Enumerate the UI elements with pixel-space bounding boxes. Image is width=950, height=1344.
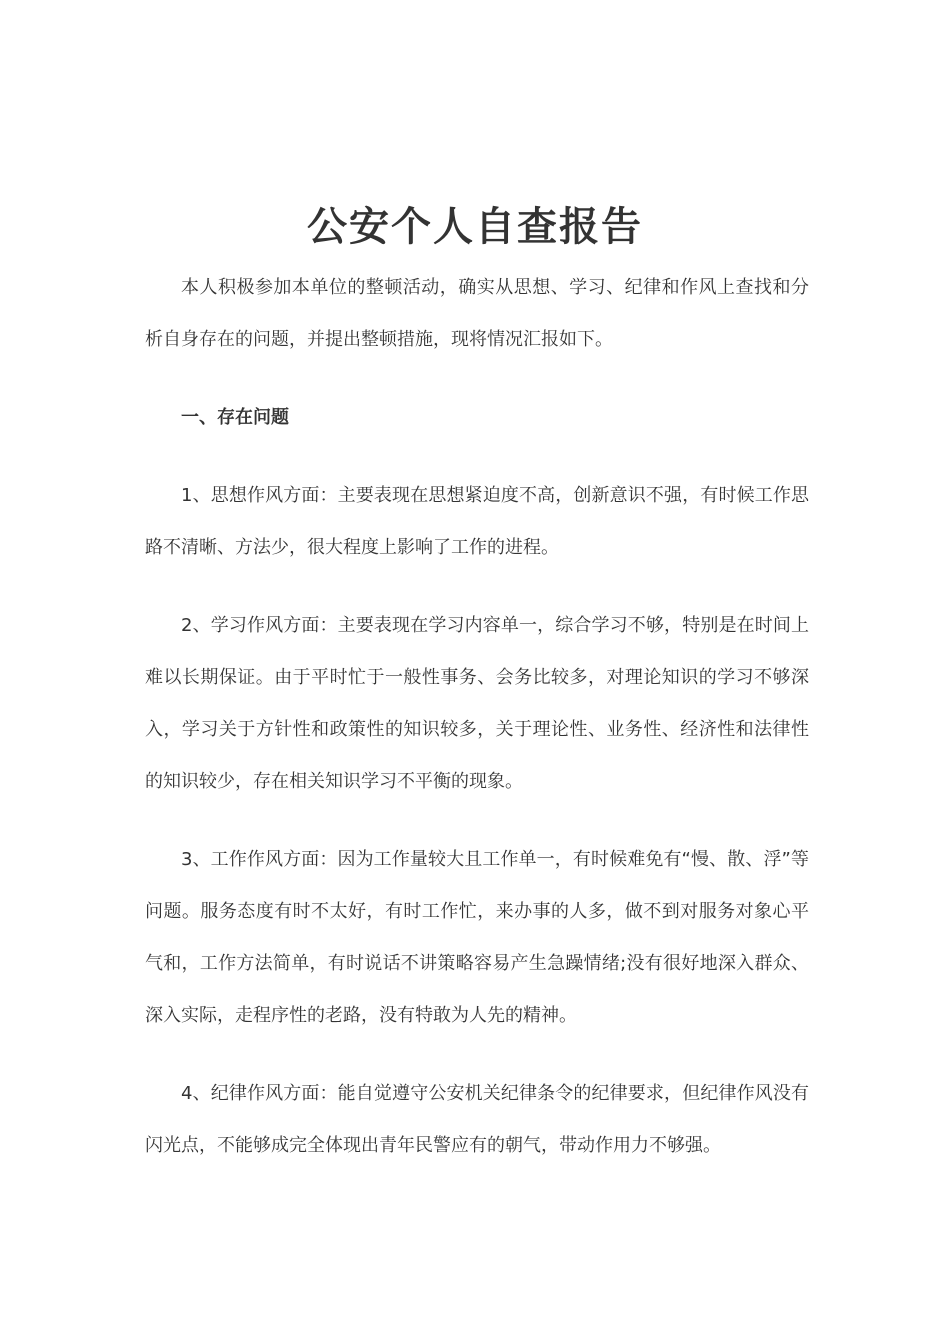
section-heading-problems: 一、存在问题	[181, 407, 289, 428]
document-title: 公安个人自查报告	[307, 203, 643, 250]
problem-item-discipline: 4、纪律作风方面：能自觉遵守公安机关纪律条令的纪律要求，但纪律作风没有闪光点，不能够成完全体现出青年民警应有的朝气，带动作用力不够强。	[145, 1083, 809, 1156]
document-body	[145, 262, 809, 1172]
problem-item-work: 3、工作作风方面：因为工作量较大且工作单一，有时候难免有“慢、散、浮”等问题。服务态度有时不太好，有时工作忙，来办事的人多，做不到对服务对象心平气和，工作方法简单，有时说话不讲策略容易产生急躁情绪;没有很好地深入群众、深入实际，走程序性的老路，没有特敢为人先的精神。	[145, 849, 809, 1026]
intro-paragraph: 本人积极参加本单位的整顿活动，确实从思想、学习、纪律和作风上查找和分析自身存在的问题，并提出整顿措施，现将情况汇报如下。	[145, 277, 809, 350]
problem-item-study: 2、学习作风方面：主要表现在学习内容单一，综合学习不够，特别是在时间上难以长期保证。由于平时忙于一般性事务、会务比较多，对理论知识的学习不够深入，学习关于方针性和政策性的知识较多，关于理论性、业务性、经济性和法律性的知识较少，存在相关知识学习不平衡的现象。	[145, 615, 809, 792]
problem-item-thinking: 1、思想作风方面：主要表现在思想紧迫度不高，创新意识不强，有时候工作思路不清晰、方法少，很大程度上影响了工作的进程。	[145, 485, 809, 558]
